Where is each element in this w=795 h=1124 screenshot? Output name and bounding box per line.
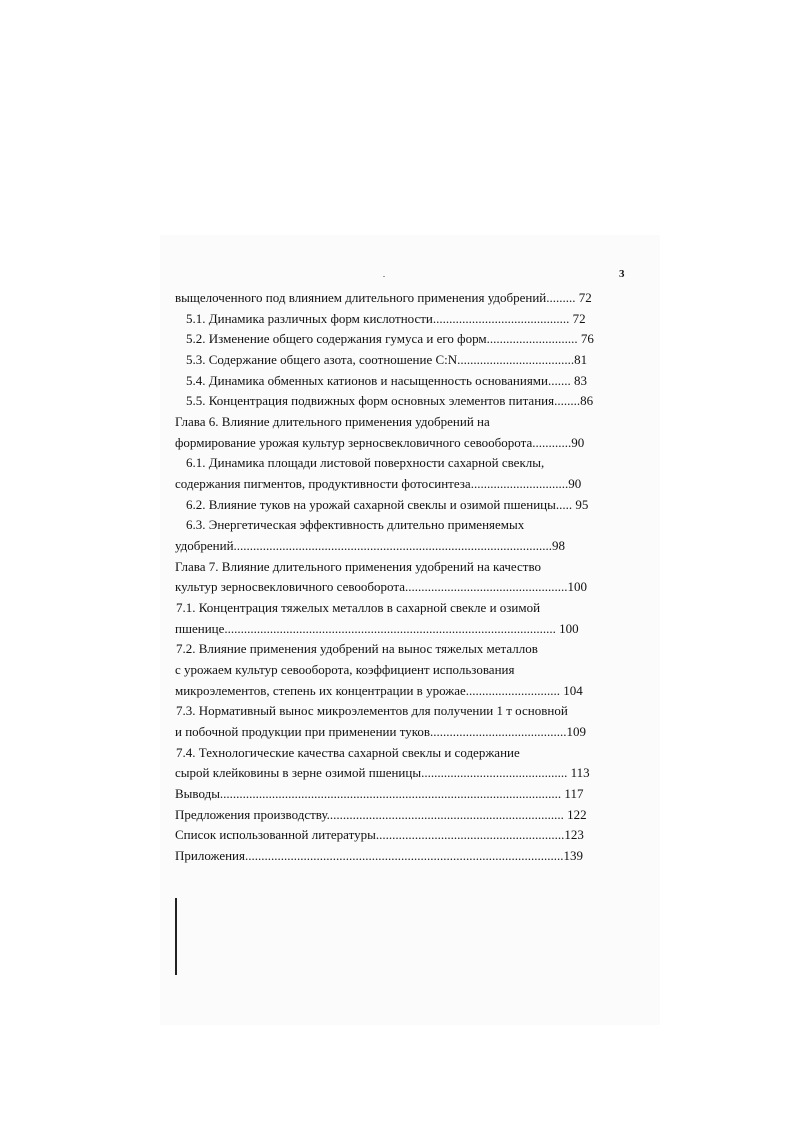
toc-line: Глава 6. Влияние длительного применения удобрений на xyxy=(175,414,490,429)
toc-line: 6.2. Влияние туков на урожай сахарной свеклы и озимой пшеницы..... 95 xyxy=(186,497,589,512)
margin-bar xyxy=(175,898,177,975)
toc-line: 5.4. Динамика обменных катионов и насыщенность основаниями....... 83 xyxy=(186,373,587,388)
toc-line: 5.5. Концентрация подвижных форм основных элементов питания........86 xyxy=(186,393,594,408)
toc-line: Предложения производству......................................................................... 122 xyxy=(175,807,587,822)
toc-line: культур зерносвекловичного севооборота..................................................100 xyxy=(175,579,587,594)
toc-line: 5.1. Динамика различных форм кислотности.......................................... 72 xyxy=(186,311,586,326)
toc-line: Список использованной литературы..........................................................123 xyxy=(175,827,584,842)
toc-line: Приложения..................................................................................................139 xyxy=(175,848,583,863)
toc-line: сырой клейковины в зерне озимой пшеницы............................................. 113 xyxy=(175,765,590,780)
toc-line: содержания пигментов, продуктивности фотосинтеза..............................90 xyxy=(175,476,582,491)
toc-line: 7.1. Концентрация тяжелых металлов в сахарной свекле и озимой xyxy=(176,600,541,615)
toc-line: с урожаем культур севооборота, коэффициент использования xyxy=(175,662,515,677)
page-number: 3 xyxy=(619,268,625,280)
toc-line: формирование урожая культур зерносвекловичного севооборота............90 xyxy=(175,435,585,450)
toc-line: пшенице...................................................................................................... 100 xyxy=(175,621,579,636)
toc-line: выщелоченного под влиянием длительного применения удобрений......... 72 xyxy=(175,290,592,305)
toc-line: удобрений..................................................................................................98 xyxy=(175,538,566,553)
toc-line: Глава 7. Влияние длительного применения удобрений на качество xyxy=(175,559,542,574)
toc-line: 6.1. Динамика площади листовой поверхности сахарной свеклы, xyxy=(186,455,545,470)
toc-line: 7.4. Технологические качества сахарной свеклы и содержание xyxy=(176,745,520,760)
toc-line: 6.3. Энергетическая эффективность длительно применяемых xyxy=(186,517,525,532)
toc-line: 5.3. Содержание общего азота, соотношение C:N....................................81 xyxy=(186,352,588,367)
toc-line: и побочной продукции при применении туков..........................................109 xyxy=(175,724,587,739)
toc-line: 5.2. Изменение общего содержания гумуса и его форм............................ 76 xyxy=(186,331,594,346)
toc-line: Выводы......................................................................................................... 117 xyxy=(175,786,584,801)
toc-line: 7.2. Влияние применения удобрений на вынос тяжелых металлов xyxy=(176,641,538,656)
toc-line: 7.3. Нормативный вынос микроэлементов для получении 1 т основной xyxy=(176,703,568,718)
toc-line: микроэлементов, степень их концентрации в урожае............................. 104 xyxy=(175,683,583,698)
